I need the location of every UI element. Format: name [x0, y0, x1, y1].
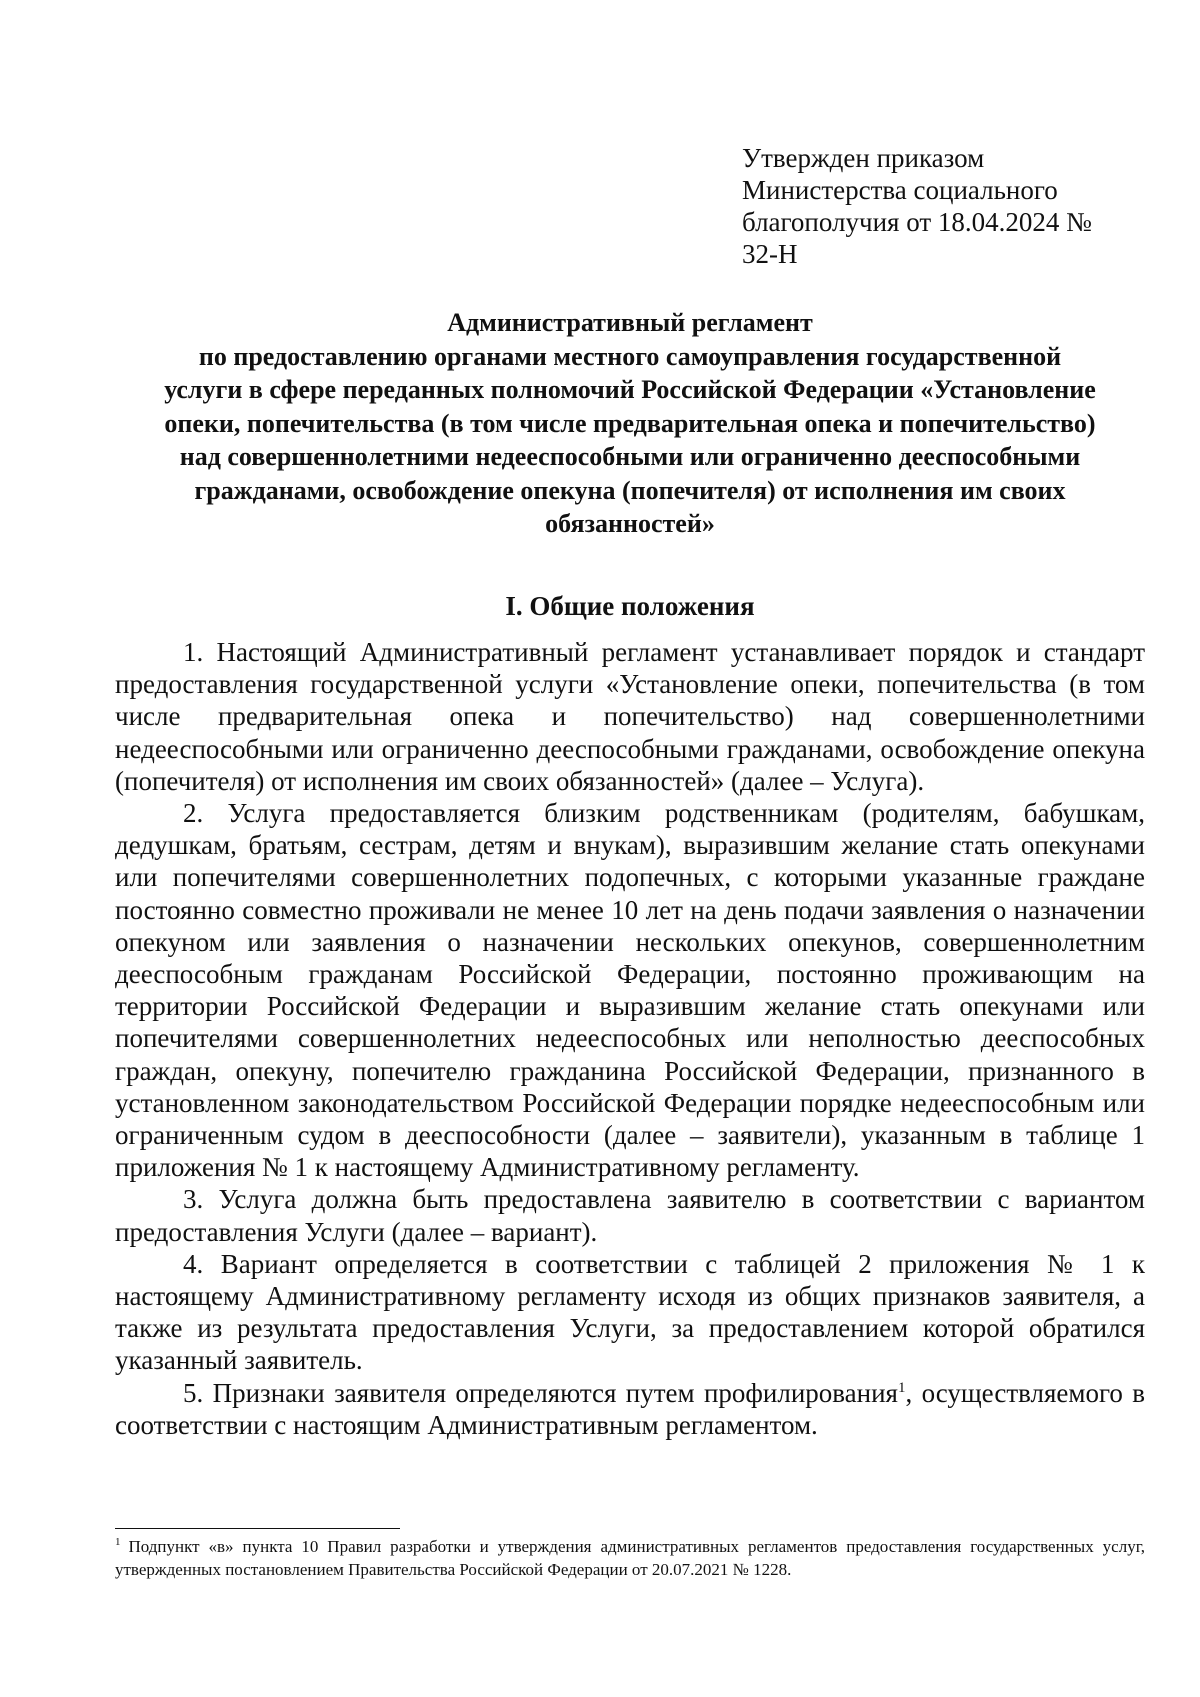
approval-line: благополучия от 18.04.2024 № — [742, 207, 1092, 237]
approval-line: Министерства социального — [742, 175, 1058, 205]
paragraph-4: 4. Вариант определяется в соответствии с таблицей 2 приложения № 1 к настоящему Административному регламенту исходя из общих признаков заявителя, а также из результата предоставления Услуги, за предоставлением которой обратился указанный заявитель. — [115, 1248, 1145, 1376]
footnote-text: Подпункт «в» пункта 10 Правил разработки и утверждения административных регламентов предоставления государственных услуг, утвержденных постановлением Правительства Российской Федерации от 20.07.2021 № 1228. — [115, 1537, 1145, 1579]
title-line: по предоставлению органами местного самоуправления государственной — [198, 341, 1062, 371]
title-line: услуги в сфере переданных полномочий Российской Федерации «Установление — [164, 375, 1096, 404]
approval-line: Утвержден приказом — [742, 143, 985, 173]
footnote — [115, 1535, 1145, 1581]
paragraph-5 — [115, 1377, 1145, 1441]
paragraph-3: 3. Услуга должна быть предоставлена заявителю в соответствии с вариантом предоставления Услуги (далее – вариант). — [115, 1184, 1145, 1247]
footnote-marker: 1 — [115, 1536, 121, 1549]
title-line: гражданами, освобождение опекуна (попечителя) от исполнения им своих — [194, 475, 1066, 505]
footnote-separator — [115, 1528, 400, 1529]
title-line: обязанностей» — [545, 509, 715, 538]
footnote-reference: 1 — [897, 1379, 906, 1396]
approval-line: 32-Н — [742, 239, 798, 269]
title-line: над совершеннолетними недееспособными или ограниченно дееспособными — [179, 442, 1081, 471]
paragraph-1: 1. Настоящий Административный регламент устанавливает порядок и стандарт предоставления государственной услуги «Установление опеки, попечительства (в том числе предварительная опека и попечительство) над совершеннолетними недееспособными или ограниченно дееспособными гражданами, освобождение опекуна (попечителя) от исполнения им своих обязанностей» (далее – Услуга). — [115, 637, 1145, 796]
paragraph-5-text-end: , осуществляемого в соответствии с настоящим Административным регламентом. — [115, 1377, 1145, 1440]
document-title — [115, 306, 1145, 541]
approval-stamp — [742, 142, 1122, 270]
section-heading: I. Общие положения — [505, 591, 755, 621]
paragraph-2: 2. Услуга предоставляется близким родственникам (родителям, бабушкам, дедушкам, братьям, сестрам, детям и внукам), выразившим желание стать опекунами или попечителями совершеннолетних подопечных, с которыми указанные граждане постоянно совместно проживали не менее 10 лет на день подачи заявления о назначении опекуном или заявления о назначении нескольких опекунов, совершеннолетним дееспособным гражданам Российской Федерации, постоянно проживающим на территории Российской Федерации и выразившим желание стать опекунами или попечителями совершеннолетних недееспособных или неполностью дееспособных граждан, опекуну, попечителю гражданина Российской Федерации, признанного в установленном законодательством Российской Федерации порядке недееспособным или ограниченным судом в дееспособности (далее – заявители), указанным в таблице 1 приложения № 1 к настоящему Административному регламенту. — [115, 798, 1145, 1183]
paragraph-5-text-start: 5. Признаки заявителя определяются путем профилирования — [183, 1377, 898, 1408]
title-line: опеки, попечительства (в том числе предварительная опека и попечительство) — [164, 408, 1096, 438]
document-body — [115, 636, 1145, 1441]
title-line: Административный регламент — [447, 308, 813, 337]
